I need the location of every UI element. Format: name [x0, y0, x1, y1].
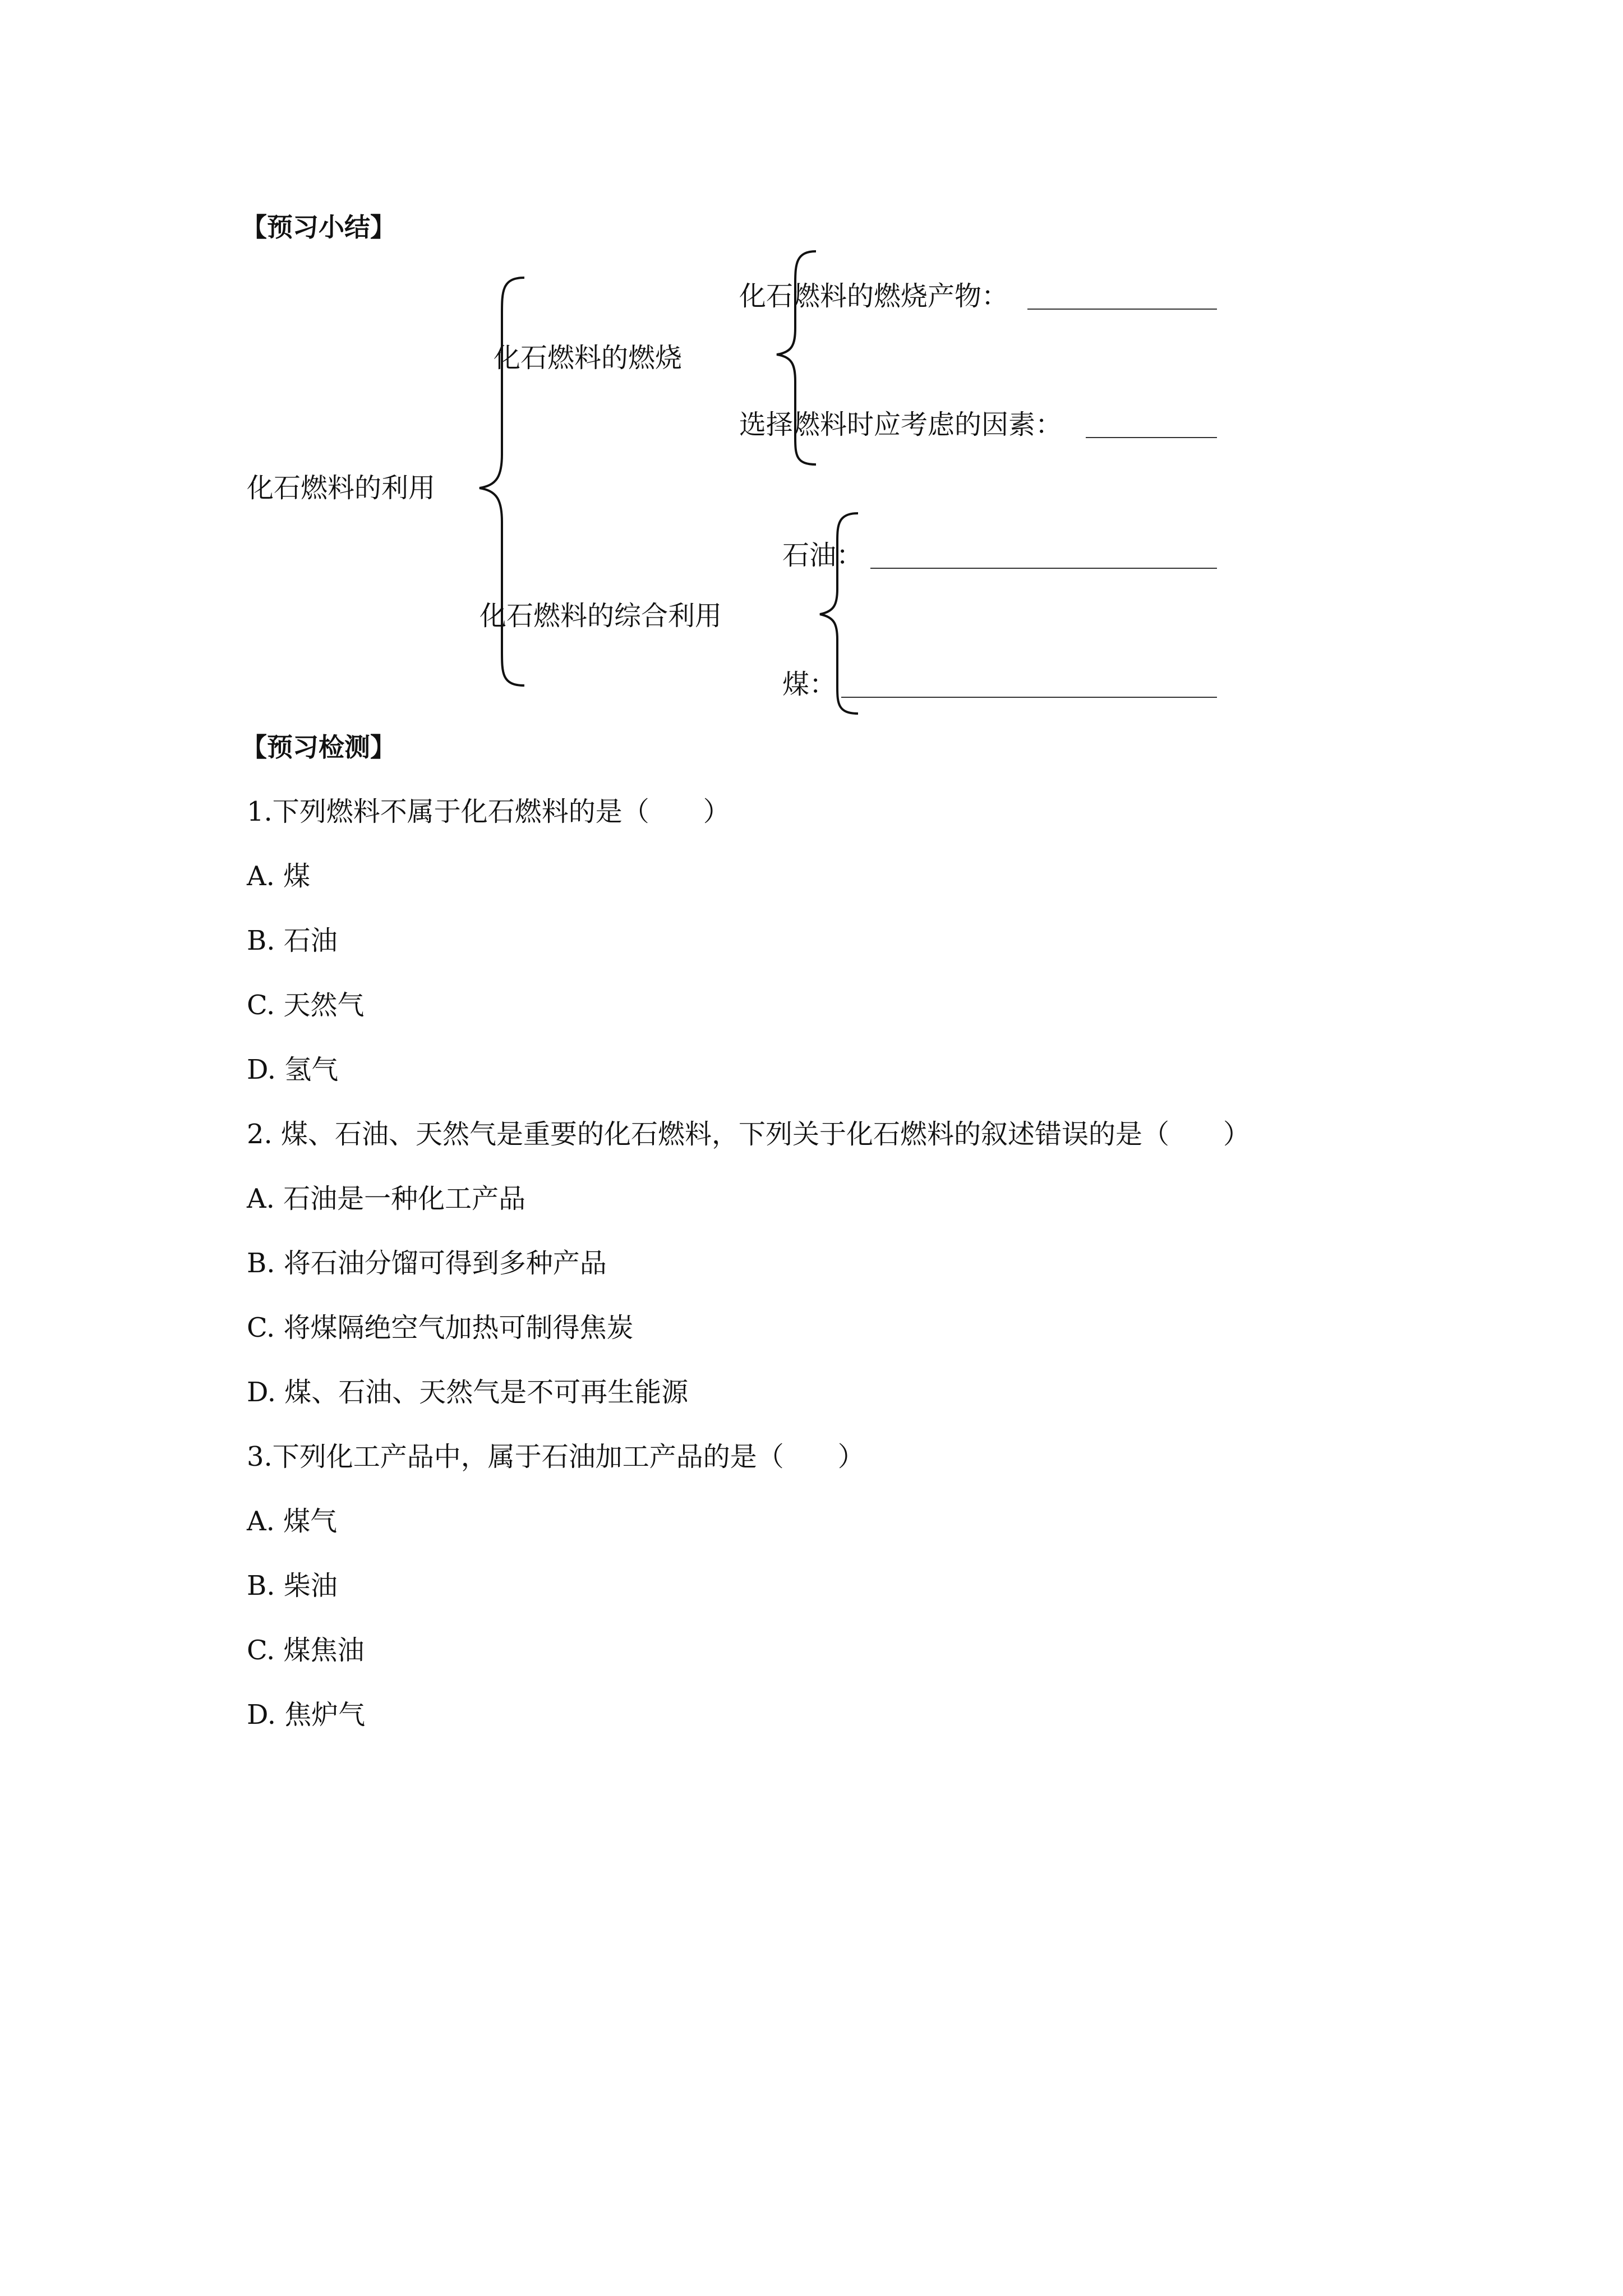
question-3-option-b[interactable]: B. 柴油: [247, 1570, 338, 1602]
question-3-option-c[interactable]: C. 煤焦油: [247, 1635, 365, 1666]
question-1-stem: 1.下列燃料不属于化石燃料的是（ ）: [247, 796, 730, 827]
question-3-option-d[interactable]: D. 焦炉气: [247, 1699, 366, 1731]
question-2-stem: 2. 煤、石油、天然气是重要的化石燃料，下列关于化石燃料的叙述错误的是（ ）: [247, 1119, 1251, 1150]
question-1-option-c[interactable]: C. 天然气: [247, 990, 365, 1021]
question-1-option-b[interactable]: B. 石油: [247, 925, 338, 956]
concept-root: 化石燃料的利用: [247, 472, 436, 504]
question-1-option-a[interactable]: A. 煤: [247, 861, 311, 892]
summary-heading: 【预习小结】: [241, 212, 396, 242]
petroleum-label: 石油：: [782, 540, 864, 571]
question-2-option-b[interactable]: B. 将石油分馏可得到多种产品: [247, 1248, 607, 1279]
question-1-option-d[interactable]: D. 氢气: [247, 1054, 339, 1085]
question-3-option-a[interactable]: A. 煤气: [247, 1506, 338, 1537]
coal-label: 煤：: [782, 669, 837, 700]
combustion-products-blank[interactable]: [1027, 309, 1217, 310]
coal-blank[interactable]: [841, 697, 1217, 698]
fuel-choice-blank[interactable]: [1086, 437, 1217, 438]
branch-combustion: 化石燃料的燃烧: [494, 342, 683, 374]
check-heading: 【预习检测】: [241, 732, 396, 762]
fuel-choice-label: 选择燃料时应考虑的因素：: [739, 409, 1063, 440]
question-2-option-d[interactable]: D. 煤、石油、天然气是不可再生能源: [247, 1377, 689, 1408]
question-2-option-a[interactable]: A. 石油是一种化工产品: [247, 1183, 526, 1214]
combustion-products-label: 化石燃料的燃烧产物：: [739, 280, 1009, 312]
petroleum-blank[interactable]: [870, 568, 1217, 569]
question-3-stem: 3.下列化工产品中，属于石油加工产品的是（ ）: [247, 1441, 865, 1473]
branch-utilization: 化石燃料的综合利用: [479, 600, 722, 632]
question-2-option-c[interactable]: C. 将煤隔绝空气加热可制得焦炭: [247, 1312, 634, 1343]
